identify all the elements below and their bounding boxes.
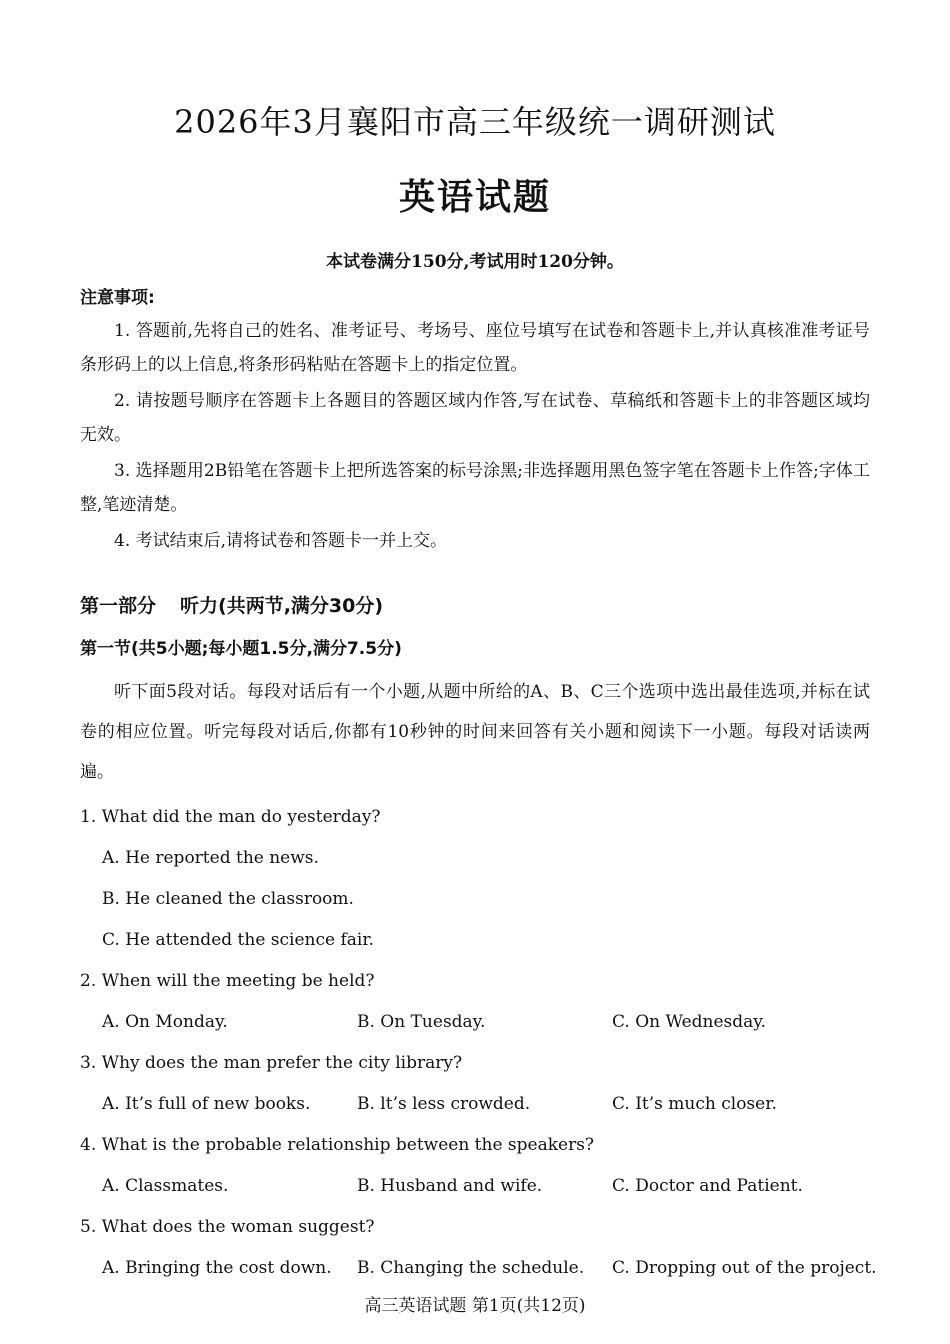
question-5-option-b: B. Changing the schedule. [357, 1258, 585, 1278]
question-3-option-a: A. It’s full of new books. [102, 1094, 311, 1114]
part-heading [80, 590, 383, 622]
page-footer: 高三英语试题 第1页(共12页) [364, 1296, 586, 1316]
question-5-option-c: C. Dropping out of the project. [612, 1258, 877, 1278]
exam-subject: 英语试题 [398, 177, 551, 218]
question-5-options [80, 1248, 880, 1289]
notice-item-1: 1. 答题前,先将自己的姓名、准考证号、考场号、座位号填写在试卷和答题卡上,并认真核准准考证号条形码上的以上信息,将条形码粘贴在答题卡上的指定位置。 [80, 321, 870, 375]
question-3-option-b: B. lt’s less crowded. [357, 1094, 531, 1114]
question-1-option-a: A. He reported the news. [102, 848, 319, 868]
part-label: 第一部分 [80, 595, 157, 617]
question-2: 2. When will the meeting be held? [80, 971, 375, 991]
question-4-options [80, 1166, 880, 1207]
question-1-option-b: B. He cleaned the classroom. [102, 889, 354, 909]
question-4-option-b: B. Husband and wife. [357, 1176, 543, 1196]
question-5: 5. What does the woman suggest? [80, 1217, 375, 1237]
part-title: 听力(共两节,满分30分) [180, 595, 384, 617]
question-3-option-c: C. It’s much closer. [612, 1094, 777, 1114]
question-1: 1. What did the man do yesterday? [80, 807, 381, 827]
question-3-options [80, 1084, 880, 1125]
question-4: 4. What is the probable relationship between the speakers? [80, 1135, 595, 1155]
question-2-option-b: B. On Tuesday. [357, 1012, 486, 1032]
question-4-option-a: A. Classmates. [102, 1176, 229, 1196]
question-2-option-a: A. On Monday. [102, 1012, 228, 1032]
section-instructions: 听下面5段对话。每段对话后有一个小题,从题中所给的A、B、C三个选项中选出最佳选项,并标在试卷的相应位置。听完每段对话后,你都有10秒钟的时间来回答有关小题和阅读下一小题。每段对话读两遍。 [80, 682, 870, 782]
exam-title: 2026年3月襄阳市高三年级统一调研测试 [174, 103, 776, 141]
question-1-option-c: C. He attended the science fair. [102, 930, 374, 950]
question-2-option-c: C. On Wednesday. [612, 1012, 767, 1032]
notice-item-3: 3. 选择题用2B铅笔在答题卡上把所选答案的标号涂黑;非选择题用黑色签字笔在答题卡上作答;字体工整,笔迹清楚。 [80, 461, 870, 515]
notice-item-4: 4. 考试结束后,请将试卷和答题卡一并上交。 [114, 531, 448, 551]
question-list [80, 797, 880, 1289]
notice-heading: 注意事项: [80, 288, 155, 308]
question-4-option-c: C. Doctor and Patient. [612, 1176, 803, 1196]
notice-block [80, 284, 870, 558]
section-heading: 第一节(共5小题;每小题1.5分,满分7.5分) [80, 639, 402, 659]
exam-info: 本试卷满分150分,考试用时120分钟。 [326, 252, 624, 272]
notice-item-2: 2. 请按题号顺序在答题卡上各题目的答题区域内作答,写在试卷、草稿纸和答题卡上的非答题区域均无效。 [80, 391, 870, 445]
question-5-option-a: A. Bringing the cost down. [102, 1258, 332, 1278]
question-2-options [80, 1002, 880, 1043]
question-3: 3. Why does the man prefer the city library? [80, 1053, 463, 1073]
